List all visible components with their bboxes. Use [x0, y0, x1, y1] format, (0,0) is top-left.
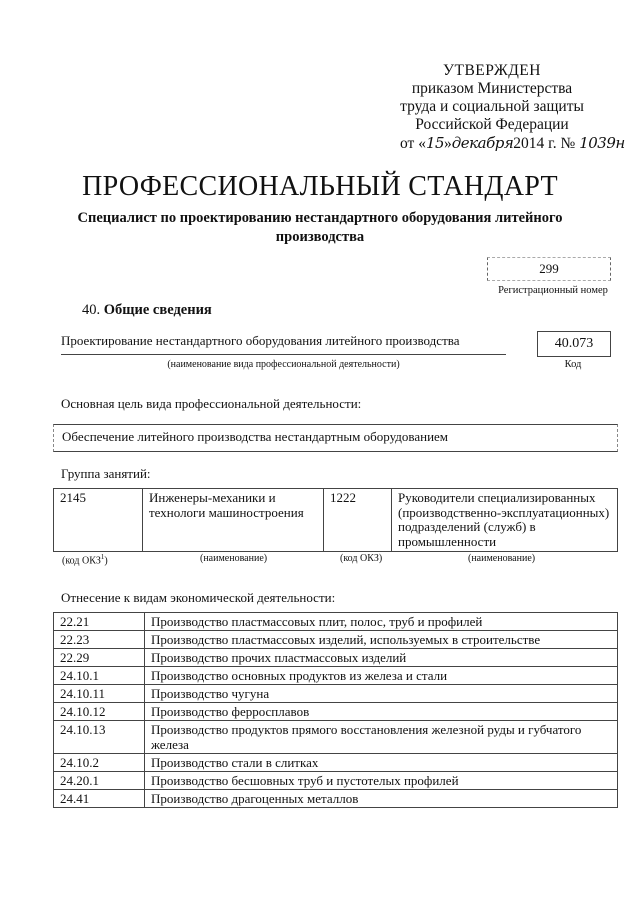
activity-name-cell: Производство стали в слитках — [145, 754, 618, 772]
order-year: 2014 г. № — [513, 135, 576, 152]
okved-code-cell: 24.10.11 — [54, 685, 145, 703]
activity-name-cell: Производство основных продуктов из железа и стали — [145, 667, 618, 685]
table-row — [54, 685, 618, 703]
okz-code-cell: 2145 — [54, 489, 143, 552]
footnote-mark: 1 — [100, 553, 105, 561]
approval-order-line — [400, 134, 625, 153]
order-prefix: от « — [400, 135, 426, 152]
occupation-group-label: Группа занятий: — [61, 466, 151, 481]
okved-code-cell: 24.10.13 — [54, 721, 145, 754]
order-month: декабря — [451, 134, 514, 152]
activity-code-label: Код — [564, 359, 582, 370]
activity-name-cell: Производство прочих пластмассовых изделий — [145, 649, 618, 667]
activity-name-cell: Производство чугуна — [145, 685, 618, 703]
order-mid: » — [444, 135, 452, 152]
occupation-group-table — [53, 488, 618, 552]
approval-heading: УТВЕРЖДЕН — [443, 62, 541, 79]
table-row — [54, 667, 618, 685]
activity-name: Проектирование нестандартного оборудования литейного производства — [61, 333, 460, 348]
okved-code-cell: 24.10.12 — [54, 703, 145, 721]
table-row — [54, 613, 618, 631]
activity-code-box: 40.073 — [537, 331, 611, 357]
caption-text: (код ОКЗ — [62, 555, 101, 567]
occupation-name-cell: Инженеры-механики и технологи машиностроения — [143, 489, 324, 552]
okved-code-cell: 24.10.2 — [54, 754, 145, 772]
purpose-box: Обеспечение литейного производства нестандартным оборудованием — [53, 424, 618, 452]
occupation-name-cell: Руководители специализированных (производственно-эксплуатационных) подразделений (служб) в промышленности — [392, 489, 618, 552]
table-row — [54, 649, 618, 667]
registration-number-label: Регистрационный номер — [498, 285, 608, 296]
table-row — [54, 721, 618, 754]
table-row — [54, 772, 618, 790]
table-row — [54, 631, 618, 649]
section-heading — [82, 302, 212, 319]
approval-block — [392, 62, 592, 134]
activity-underline — [61, 354, 506, 355]
table-row — [54, 703, 618, 721]
activity-name-cell: Производство бесшовных труб и пустотелых профилей — [145, 772, 618, 790]
okved-code-cell: 22.21 — [54, 613, 145, 631]
order-day: 15 — [425, 134, 445, 152]
okved-code-cell: 22.29 — [54, 649, 145, 667]
caption-text: ) — [104, 555, 108, 567]
okved-code-cell: 24.41 — [54, 790, 145, 808]
activity-name-cell: Производство пластмассовых изделий, используемых в строительстве — [145, 631, 618, 649]
document-subtitle: Специалист по проектированию нестандартного оборудования литейного производства — [77, 210, 563, 245]
okz-code-caption: (код ОКЗ) — [340, 553, 383, 564]
okved-code-cell: 22.23 — [54, 631, 145, 649]
activity-name-cell: Производство пластмассовых плит, полос, труб и профилей — [145, 613, 618, 631]
okved-code-cell: 24.20.1 — [54, 772, 145, 790]
activity-name-cell: Производство драгоценных металлов — [145, 790, 618, 808]
section-title: Общие сведения — [103, 302, 212, 318]
table-row — [54, 754, 618, 772]
economic-activities-table — [53, 612, 618, 808]
table-row — [54, 489, 618, 552]
economic-activities-label: Отнесение к видам экономической деятельности: — [61, 590, 336, 605]
section-number: 40. — [82, 302, 101, 318]
okz-code-caption — [62, 553, 108, 566]
document-title: ПРОФЕССИОНАЛЬНЫЙ СТАНДАРТ — [82, 171, 558, 202]
approval-line: труда и социальной защиты — [400, 98, 584, 115]
activity-name-cell: Производство продуктов прямого восстановления железной руды и губчатого железа — [145, 721, 618, 754]
activity-caption: (наименование вида профессиональной деятельности) — [167, 359, 400, 370]
occupation-name-caption: (наименование) — [468, 553, 536, 564]
okved-code-cell: 24.10.1 — [54, 667, 145, 685]
approval-line: приказом Министерства — [411, 80, 573, 97]
purpose-label: Основная цель вида профессиональной деятельности: — [61, 396, 362, 411]
order-number: 1039н — [579, 134, 625, 152]
occupation-name-caption: (наименование) — [200, 553, 268, 564]
okz-code-cell: 1222 — [324, 489, 392, 552]
approval-line: Российской Федерации — [415, 116, 569, 133]
table-row — [54, 790, 618, 808]
activity-name-cell: Производство ферросплавов — [145, 703, 618, 721]
registration-number-box: 299 — [487, 257, 611, 281]
